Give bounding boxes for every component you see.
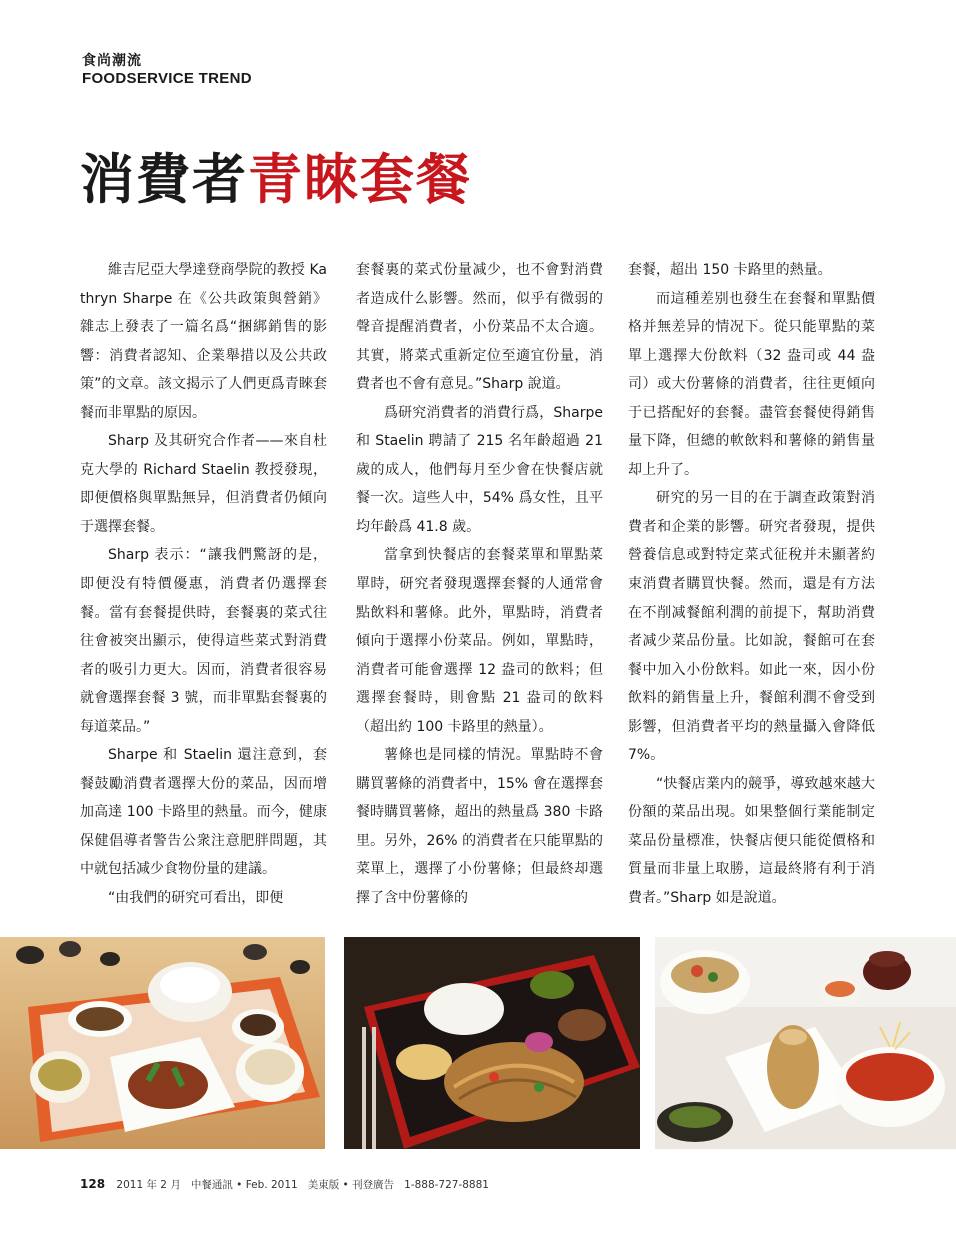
headline-part-2: 青睞套餐 xyxy=(248,147,472,211)
article-column-2 xyxy=(356,256,603,913)
article-paragraph: 當拿到快餐店的套餐菜單和單點菜單時，研究者發現選擇套餐的人通常會點飲料和薯條。此外，單點時，消費者傾向于選擇小份菜品。例如，單點時，消費者可能會選擇 12 盎司的飲料；但選擇套餐時，則會點 21 盎司的飲料（超出約 100 卡路里的熱量）。 xyxy=(356,547,603,735)
footer-magazine: 中餐通訊 • Feb. 2011 xyxy=(190,1179,298,1191)
section-title-en: FOODSERVICE TREND xyxy=(82,70,252,87)
footer-phone: 1-888-727-8881 xyxy=(404,1179,489,1191)
article-paragraph: Sharpe 和 Staelin 還注意到，套餐鼓勵消費者選擇大份的菜品，因而增加高達 100 卡路里的熱量。而今，健康保健倡導者警告公衆注意肥胖問題，其中就包括减少食物份量的建議。 xyxy=(80,747,327,878)
photo-tray-meal xyxy=(0,937,325,1149)
section-title-cn: 食尚潮流 xyxy=(82,53,142,69)
page-footer xyxy=(80,1177,489,1192)
article-paragraph: 爲研究消費者的消費行爲，Sharpe 和 Staelin 聘請了 215 名年齡超過 21 歲的成人，他們每月至少會在快餐店就餐一次。這些人中，54% 爲女性，且平均年齡爲 41.8 歲。 xyxy=(356,404,603,535)
photo-tray-meal-graphic xyxy=(0,937,325,1149)
article-paragraph: 而這種差别也發生在套餐和單點價格并無差异的情况下。從只能單點的菜單上選擇大份飲料（32 盎司或 44 盎司）或大份薯條的消費者，往往更傾向于已搭配好的套餐。盡管套餐使得銷售量下降，但總的軟飲料和薯條的銷售量却上升了。 xyxy=(628,290,875,478)
article-paragraph: “快餐店業内的競爭，導致越來越大份額的菜品出現。如果整個行業能制定菜品份量標准，快餐店便只能從價格和質量而非量上取勝，這最終將有利于消費者。”Sharp 如是說道。 xyxy=(628,775,875,907)
headline-part-1: 消費者 xyxy=(80,147,248,211)
photo-bento-box-graphic xyxy=(344,937,640,1149)
footer-date: 2011 年 2 月 xyxy=(116,1179,181,1191)
article-paragraph: Sharp 表示：“讓我們驚訝的是，即便没有特價優惠，消費者仍選擇套餐。當有套餐提供時，套餐裏的菜式往往會被突出顯示，使得這些菜式對消費者的吸引力更大。因而，消費者很容易就會選擇套餐 3 號，而非單點套餐裏的每道菜品。” xyxy=(80,547,327,735)
article-paragraph: “由我們的研究可看出，即便 xyxy=(108,890,284,907)
article-paragraph: 研究的另一目的在于調查政策對消費者和企業的影響。研究者發現，提供營養信息或對特定菜式征稅并未顯著約束消費者購買快餐。然而，還是有方法在不削减餐館利潤的前提下，幫助消費者减少菜品份量。比如說，餐館可在套餐中加入小份飲料。如此一來，因小份飲料的銷售量上升，餐館利潤不會受到影響，但消費者平均的熱量攝入會降低 7%。 xyxy=(628,490,875,764)
article-column-1 xyxy=(80,256,327,913)
article-paragraph: 維吉尼亞大學達登商學院的教授 Kathryn Sharpe 在《公共政策與營銷》雜志上發表了一篇名爲“捆綁銷售的影響：消費者認知、企業舉措以及公共政策”的文章。該文揭示了人們更爲青睞套餐而非單點的原因。 xyxy=(80,262,327,421)
article-paragraph: 薯條也是同樣的情況。單點時不會購買薯條的消費者中，15% 會在選擇套餐時購買薯條，超出的熱量爲 380 卡路里。另外，26% 的消費者在只能單點的菜單上，選擇了小份薯條；但最終却選擇了含中份薯條的 xyxy=(356,747,603,907)
photo-bento-box xyxy=(344,937,640,1149)
photo-japanese-bowls-graphic xyxy=(655,937,956,1149)
footer-edition: 美東版 • 刊登廣告 xyxy=(307,1179,395,1191)
page-number: 128 xyxy=(80,1177,106,1191)
article-headline xyxy=(80,147,472,211)
article-paragraph: Sharp 及其研究合作者——來自杜克大學的 Richard Staelin 教授發現，即便價格與單點無异，但消費者仍傾向于選擇套餐。 xyxy=(80,433,327,535)
article-column-3 xyxy=(628,256,875,913)
article-paragraph: 套餐裏的菜式份量减少，也不會對消費者造成什么影響。然而，似乎有微弱的聲音提醒消費者，小份菜品不太合適。其實，將菜式重新定位至適宜份量，消費者也不會有意見。”Sharp 說道。 xyxy=(356,262,603,393)
article-paragraph: 套餐，超出 150 卡路里的熱量。 xyxy=(628,262,832,278)
photo-japanese-bowls xyxy=(655,937,956,1149)
